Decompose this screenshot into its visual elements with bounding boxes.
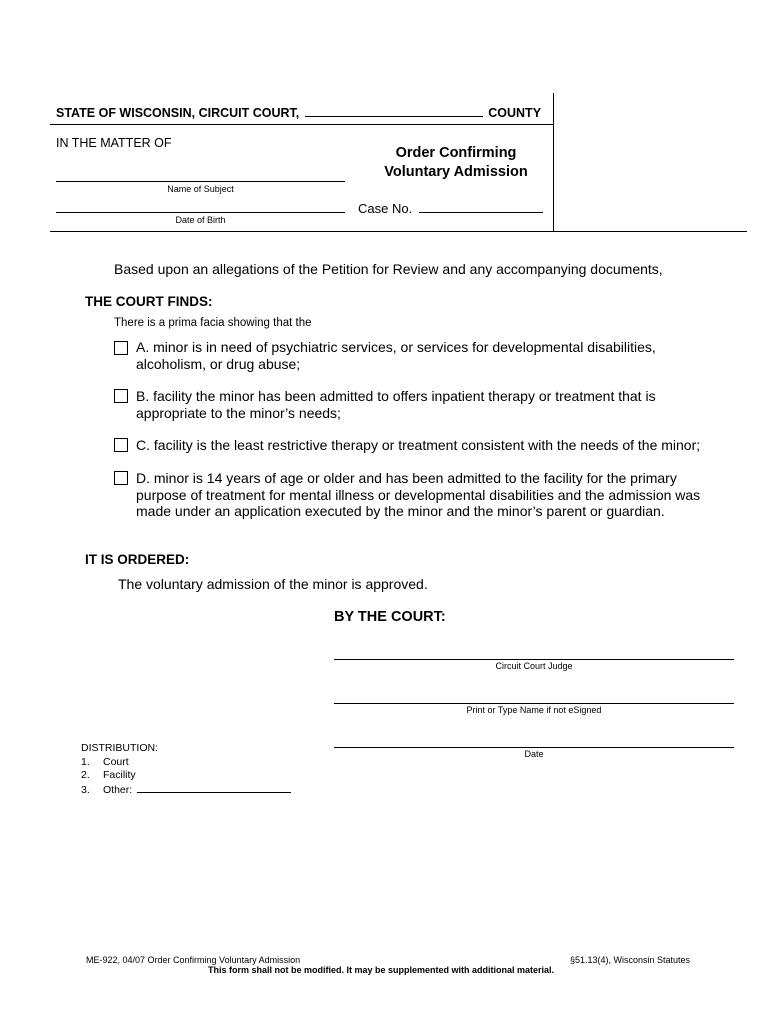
court-header	[56, 106, 541, 120]
distribution-item-label: Court	[103, 755, 129, 768]
court-finds-heading: THE COURT FINDS:	[85, 294, 213, 309]
statute-reference: §51.13(4), Wisconsin Statutes	[569, 955, 690, 965]
distribution-item	[81, 756, 291, 770]
ordered-text: The voluntary admission of the minor is approved.	[118, 576, 428, 592]
distribution-heading: DISTRIBUTION:	[81, 742, 159, 754]
date-of-birth-field[interactable]	[56, 212, 345, 213]
judge-signature-field[interactable]	[334, 659, 734, 660]
ordered-heading: IT IS ORDERED:	[85, 552, 190, 567]
distribution-item-num: 3.	[81, 783, 90, 796]
county-label: COUNTY	[488, 106, 542, 120]
form-id: ME-922, 04/07 Order Confirming Voluntary Admission	[86, 955, 301, 965]
distribution-item	[81, 769, 291, 783]
date-caption: Date	[524, 749, 544, 759]
finding-a-text: A. minor is in need of psychiatric services, or services for developmental disabilities, alcoholism, or drug abuse;	[136, 339, 656, 372]
caption-rule-bottom	[50, 231, 747, 232]
distribution-item-label: Facility	[103, 769, 136, 781]
finding-a-checkbox[interactable]	[114, 341, 128, 355]
finding-b-checkbox[interactable]	[114, 389, 128, 403]
finding-d-text: D. minor is 14 years of age or older and has been admitted to the facility for the primary purpose of treatment for mental illness or developmental disabilities and the admission was made under an application executed by the minor and the minor’s parent or guardian.	[136, 470, 701, 519]
intro-text: Based upon an allegations of the Petition for Review and any accompanying documents,	[114, 261, 663, 277]
caption-rule-top	[50, 124, 554, 125]
finding-b-text: B. facility the minor has been admitted to offers inpatient therapy or treatment that is appropriate to the minor’s needs;	[136, 388, 656, 421]
print-name-caption: Print or Type Name if not eSigned	[466, 705, 602, 715]
by-the-court: BY THE COURT:	[334, 609, 446, 625]
other-distribution-field[interactable]	[137, 783, 291, 793]
finding-c-checkbox[interactable]	[114, 438, 128, 452]
in-the-matter-of: IN THE MATTER OF	[56, 136, 172, 150]
form-title	[356, 144, 556, 182]
print-name-field[interactable]	[334, 703, 734, 704]
distribution-item-num: 2.	[81, 769, 90, 781]
county-name-field[interactable]	[305, 106, 483, 117]
distribution-item-label: Other:	[103, 783, 133, 796]
case-no-label: Case No.	[358, 201, 413, 216]
finding-d-checkbox[interactable]	[114, 471, 128, 485]
finding-c-text: C. facility is the least restrictive therapy or treatment consistent with the needs of the minor;	[136, 437, 701, 453]
date-field[interactable]	[334, 747, 734, 748]
judge-caption: Circuit Court Judge	[495, 661, 573, 671]
distribution-item	[81, 783, 291, 798]
distribution-item-num: 1.	[81, 755, 90, 768]
title-line-1: Order Confirming	[395, 145, 517, 161]
title-line-2: Voluntary Admission	[384, 164, 528, 180]
case-number	[358, 201, 543, 216]
distribution-list	[81, 742, 291, 797]
prima-facia-text: There is a prima facia showing that the	[114, 317, 312, 329]
date-of-birth-caption: Date of Birth	[175, 215, 226, 225]
case-no-field[interactable]	[419, 201, 543, 213]
state-court-label: STATE OF WISCONSIN, CIRCUIT COURT,	[56, 106, 300, 120]
subject-name-field[interactable]	[56, 181, 345, 182]
name-of-subject-caption: Name of Subject	[167, 184, 234, 194]
modification-notice: This form shall not be modified. It may be supplemented with additional material.	[207, 965, 555, 975]
